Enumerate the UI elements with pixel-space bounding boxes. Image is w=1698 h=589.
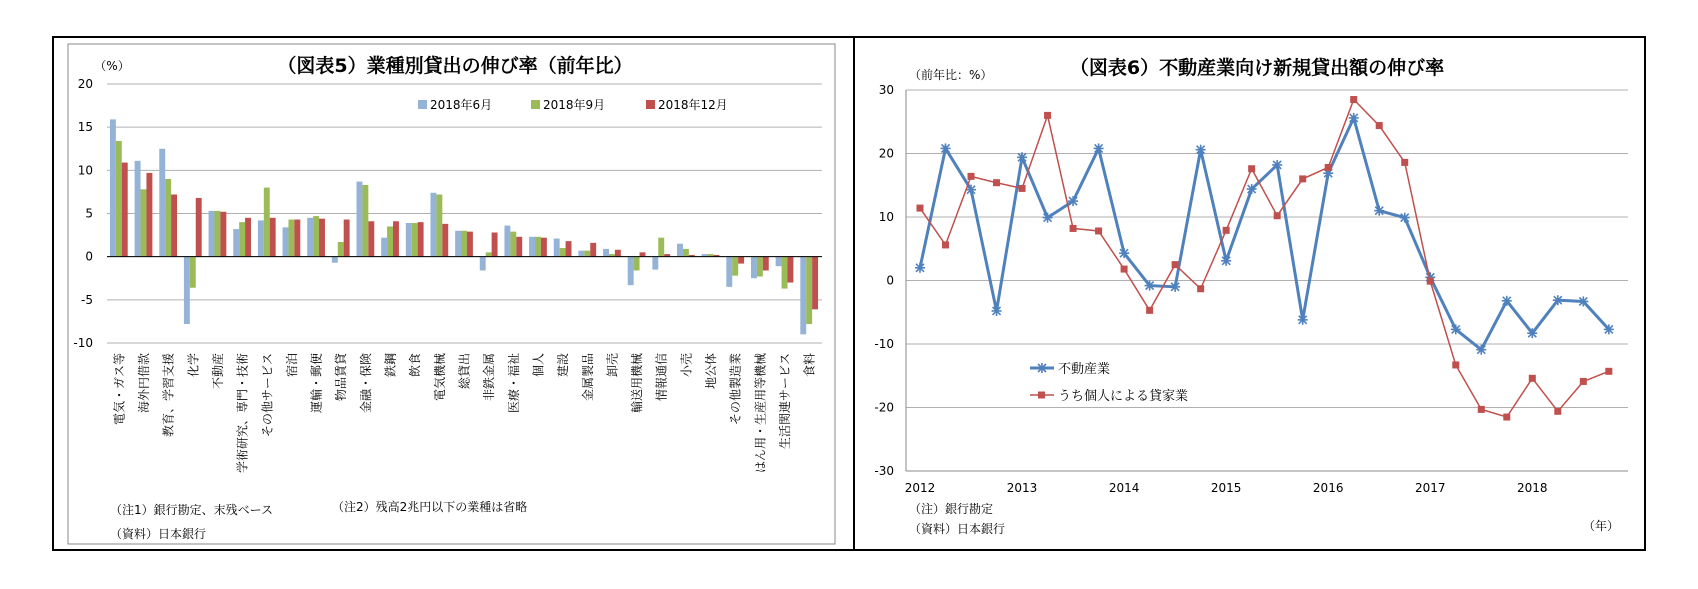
chart5-bar: [751, 257, 757, 279]
chart6-x-tick-label: 2012: [904, 481, 936, 495]
chart5-bar: [560, 248, 566, 257]
chart6-y-tick-label: -30: [874, 464, 894, 478]
chart5-bar: [683, 249, 689, 257]
chart5-bar: [800, 257, 806, 335]
chart5-x-label: 卸売: [605, 353, 620, 378]
chart5-ylabel: （%）: [94, 59, 130, 73]
chart5-bar: [332, 257, 338, 263]
chart6-x-tick-label: 2014: [1108, 481, 1140, 495]
chart5-bar: [634, 257, 640, 271]
chart5-bar: [239, 222, 245, 257]
chart5-bar: [264, 188, 270, 257]
chart5-bar: [245, 218, 251, 257]
chart5-bar: [529, 237, 535, 257]
chart5-bar: [590, 243, 596, 257]
chart5-bar: [492, 232, 498, 256]
chart5-title: （図表5）業種別貸出の伸び率（前年比）: [277, 55, 633, 77]
chart5-bar: [738, 257, 744, 264]
chart5-bar: [313, 216, 319, 257]
chart6-ylabel: （前年比：%）: [909, 68, 993, 82]
chart5-bar: [209, 211, 215, 257]
chart5-bar: [146, 173, 152, 257]
chart5-x-label: 物品賃貸: [334, 353, 349, 402]
chart5-bar: [393, 221, 399, 256]
chart6-x-tick-label: 2017: [1414, 481, 1446, 495]
chart5-y-tick-label: 0: [85, 249, 93, 264]
chart6-y-tick-label: 0: [886, 273, 894, 288]
chart5-x-label: その他製造業: [728, 353, 743, 426]
chart5-bar: [122, 163, 128, 257]
chart5-bar: [541, 238, 547, 257]
chart5-legend-label: 2018年9月: [543, 98, 606, 112]
chart5-x-label: 宿泊: [284, 353, 299, 378]
chart5-bar: [319, 219, 325, 257]
chart6-y-tick-label: 30: [878, 83, 894, 97]
chart5-bar: [412, 223, 418, 257]
chart5-x-label: その他サービス: [260, 353, 275, 438]
chart5-bar: [116, 141, 122, 257]
chart5-bar: [461, 231, 467, 257]
chart6-source: （資料）日本銀行: [909, 522, 1006, 536]
chart5-bar: [504, 226, 510, 257]
chart5-bar: [455, 231, 461, 257]
chart5-bar: [776, 257, 782, 266]
chart5-x-label: 化学: [186, 353, 201, 378]
chart5-bar: [288, 220, 294, 257]
chart5-x-label: 運輸・郵便: [309, 353, 324, 414]
chart5-x-label: 教育、学習支援: [161, 353, 176, 438]
chart5-bar: [190, 257, 196, 288]
chart5-x-label: 飲食: [408, 353, 423, 378]
chart6-xlabel: （年）: [1582, 519, 1619, 533]
chart5-bar: [214, 211, 220, 257]
chart5-bar: [480, 257, 486, 271]
chart5-bar: [159, 149, 165, 257]
chart5-bar: [554, 239, 560, 257]
chart5-bar: [362, 185, 368, 257]
chart5-legend-label: 2018年12月: [658, 98, 728, 112]
chart6-y-tick-label: 20: [878, 146, 894, 161]
chart5-legend: [418, 97, 728, 112]
chart5-bar: [165, 179, 171, 257]
chart5-x-label: はん用・生産用等機械: [753, 353, 768, 474]
chart5-bar: [726, 257, 732, 287]
chart6-x-tick-label: 2016: [1312, 481, 1344, 495]
chart5-bar: [294, 220, 300, 257]
chart5-x-label: 不動産: [210, 353, 225, 390]
chart5-bar: [381, 238, 387, 257]
chart5-x-label: 食料: [802, 353, 817, 378]
chart5-bar: [135, 161, 141, 257]
chart5-bar: [171, 195, 177, 257]
chart5-bar: [368, 221, 374, 256]
chart5-bar: [732, 257, 738, 276]
chart5-legend-label: 2018年6月: [430, 98, 493, 112]
chart5-y-tick-label: 20: [77, 77, 93, 91]
chart5-x-label: 小売: [679, 353, 694, 378]
chart5-bar: [806, 257, 812, 324]
chart5-y-tick-label: 10: [77, 163, 93, 178]
chart5-bar: [787, 257, 793, 283]
chart6-y-tick-label: -10: [874, 337, 894, 351]
chart5-bar: [467, 232, 473, 257]
chart5-bar: [307, 218, 313, 257]
chart6-note: （注）銀行勘定: [909, 502, 994, 516]
chart5-bar: [430, 193, 436, 257]
chart6-x-tick-label: 2018: [1517, 481, 1548, 495]
chart6-x-tick-label: 2015: [1210, 481, 1242, 495]
chart5-bar: [436, 195, 442, 257]
chart5-bar: [812, 257, 818, 310]
chart5-x-label: 情報通信: [654, 353, 669, 402]
chart5-x-label: 金属製品: [580, 353, 595, 402]
chart5-x-label: 鉄鋼: [383, 353, 398, 378]
chart5-bar: [516, 237, 522, 257]
chart5-bar: [510, 232, 516, 257]
chart5-legend-swatch: [418, 100, 427, 109]
chart6-legend-label: うち個人による貸家業: [1058, 389, 1189, 404]
chart5-bar: [418, 222, 424, 257]
chart5-bar: [677, 244, 683, 257]
chart5-bar: [184, 257, 190, 324]
chart5-y-tick-label: -10: [73, 336, 93, 350]
chart6-y-tick-label: 10: [878, 210, 894, 224]
chart5-note-2: （注2）残高2兆円以下の業種は省略: [332, 500, 528, 514]
chart5-x-label: 医療・福祉: [506, 353, 521, 414]
chart5-plot-frame: [68, 44, 835, 544]
chart5-x-label: 金融・保険: [358, 353, 373, 414]
chart5-legend-swatch: [646, 100, 655, 109]
chart5-bar: [220, 212, 226, 257]
chart5-x-label: 生活関連サービス: [778, 353, 793, 450]
chart5-bar: [763, 257, 769, 271]
chart5-bar: [141, 189, 147, 256]
chart5-x-label: 電気・ガス等: [112, 353, 127, 426]
chart5-x-label: 輸送用機械: [630, 353, 645, 414]
chart5-bar: [566, 241, 572, 257]
chart5-bar: [652, 257, 658, 270]
chart5-bar: [196, 198, 202, 257]
chart5-x-label: 海外円借款: [136, 353, 151, 414]
chart5-bar: [110, 119, 116, 256]
chart5-bar: [406, 223, 412, 257]
chart5-bar: [640, 252, 646, 256]
chart5-bar: [258, 220, 264, 256]
chart5-bar: [486, 252, 492, 256]
chart5-bar: [387, 226, 393, 256]
chart5-bar: [782, 257, 788, 289]
chart5-x-label: 電気機械: [432, 353, 447, 402]
chart5-y-tick-label: -5: [81, 292, 93, 307]
chart5-bar: [357, 182, 363, 257]
chart5-source: （資料）日本銀行: [110, 527, 207, 541]
chart6-title: （図表6）不動産業向け新規貸出額の伸び率: [1069, 57, 1445, 79]
chart5-bar: [578, 251, 584, 257]
chart5-bar: [442, 224, 448, 257]
chart5-x-label: 総貸出: [457, 353, 472, 390]
chart5-bar: [233, 229, 239, 257]
chart5-y-tick-label: 5: [85, 206, 93, 221]
chart5-x-label: 個人: [531, 353, 546, 378]
chart5-y-tick-label: 15: [77, 120, 93, 135]
chart5-bar: [338, 242, 344, 257]
chart5-bar: [628, 257, 634, 285]
chart5-bar: [584, 251, 590, 257]
chart5-bar: [283, 227, 289, 256]
chart6-legend-label: 不動産業: [1058, 362, 1111, 377]
chart5-bar: [658, 238, 664, 257]
chart5-bar: [344, 220, 350, 257]
chart5-bar: [270, 218, 276, 257]
chart5-bar: [535, 237, 541, 257]
chart5-note-1: （注1）銀行勘定、末残ベース: [110, 503, 274, 517]
chart5-x-label: 建設: [556, 353, 571, 378]
chart6-x-tick-label: 2013: [1006, 481, 1038, 495]
chart5-x-label: 非鉄金属: [482, 352, 497, 402]
chart5-x-label: 地公体: [704, 353, 719, 390]
chart5-bar: [757, 257, 763, 277]
chart5-x-label: 学術研究、専門・技術: [235, 353, 250, 474]
chart6-y-tick-label: -20: [874, 400, 894, 415]
chart5-legend-swatch: [531, 100, 540, 109]
chart5-bar: [615, 250, 621, 257]
chart5-bar: [603, 249, 609, 257]
